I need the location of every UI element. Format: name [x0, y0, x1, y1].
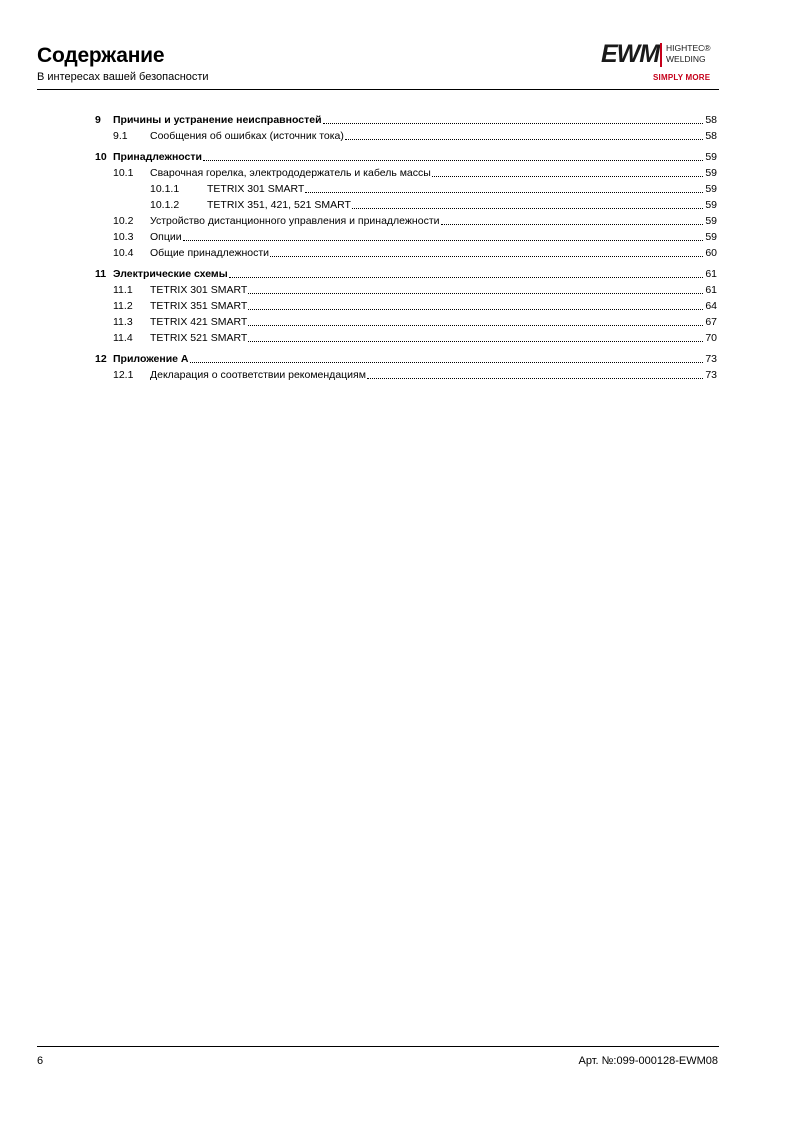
toc-entry-label: Общие принадлежности	[150, 247, 270, 259]
toc-leader-dots	[248, 341, 703, 342]
toc-leader-dots	[305, 192, 703, 193]
toc-leader-dots	[248, 309, 703, 310]
toc-entry[interactable]	[113, 368, 717, 382]
footer-divider	[37, 1046, 719, 1047]
toc-entry-page: 61	[705, 268, 717, 280]
toc-entry-page: 59	[705, 199, 717, 211]
toc-entry-page: 58	[705, 130, 717, 142]
logo-divider	[660, 43, 662, 67]
toc-leader-dots	[345, 139, 703, 140]
toc-entry-label: Устройство дистанционного управления и принадлежности	[150, 215, 440, 227]
footer-article-number: Арт. №:099-000128-EWM08	[578, 1055, 718, 1067]
toc-entry-label: Сварочная горелка, электрододержатель и кабель массы	[150, 167, 431, 179]
toc-entry-label: TETRIX 521 SMART	[150, 332, 248, 344]
toc-entry-page: 59	[705, 231, 717, 243]
toc-entry-page: 64	[705, 300, 717, 312]
toc-entry[interactable]	[95, 113, 717, 127]
toc-entry-label: Причины и устранение неисправностей	[113, 114, 322, 126]
toc-entry[interactable]	[113, 283, 717, 297]
toc-entry[interactable]	[150, 182, 717, 196]
toc-entry-page: 58	[705, 114, 717, 126]
toc-leader-dots	[352, 208, 703, 209]
logo-line1: HIGHTEC®	[666, 43, 711, 53]
toc-leader-dots	[183, 240, 704, 241]
toc-entry[interactable]	[113, 214, 717, 228]
logo-line2: WELDING	[666, 54, 706, 64]
toc-entry-page: 67	[705, 316, 717, 328]
toc-entry-number: 12	[95, 353, 107, 365]
toc-entry-number: 10.3	[113, 231, 134, 243]
toc-entry[interactable]	[95, 267, 717, 281]
toc-entry-number: 11	[95, 268, 107, 280]
toc-entry-number: 11.3	[113, 316, 133, 328]
toc-entry-label: Декларация о соответствии рекомендациям	[150, 369, 366, 381]
toc-entry-label: Опции	[150, 231, 182, 243]
toc-leader-dots	[203, 160, 703, 161]
page-title: Содержание	[37, 44, 165, 67]
toc-entry-number: 11.1	[113, 284, 133, 296]
toc-leader-dots	[432, 176, 703, 177]
toc-entry-label: TETRIX 301 SMART	[150, 284, 248, 296]
toc-leader-dots	[367, 378, 703, 379]
toc-entry-label: Приложение A	[113, 353, 189, 365]
toc-entry[interactable]	[113, 299, 717, 313]
toc-entry-number: 10.1	[113, 167, 134, 179]
toc-entry-number: 10.1.1	[150, 183, 180, 195]
logo-brand: EWM	[601, 40, 660, 68]
toc-entry[interactable]	[113, 129, 717, 143]
toc-leader-dots	[190, 362, 704, 363]
toc-entry[interactable]	[113, 246, 717, 260]
toc-entry-page: 61	[705, 284, 717, 296]
toc-leader-dots	[323, 123, 704, 124]
toc-entry-number: 11.4	[113, 332, 133, 344]
ewm-logo	[600, 40, 720, 86]
toc-entry-label: TETRIX 351, 421, 521 SMART	[207, 199, 351, 211]
toc-entry[interactable]	[95, 352, 717, 366]
logo-slogan: SIMPLY MORE	[653, 73, 711, 82]
header-divider	[37, 89, 719, 90]
toc-entry-number: 10.1.2	[150, 199, 180, 211]
toc-entry[interactable]	[113, 315, 717, 329]
toc-entry-page: 73	[705, 369, 717, 381]
toc-entry[interactable]	[113, 166, 717, 180]
toc-entry-page: 73	[705, 353, 717, 365]
toc-entry-label: TETRIX 301 SMART	[207, 183, 305, 195]
toc-leader-dots	[441, 224, 704, 225]
toc-entry[interactable]	[95, 150, 717, 164]
toc-entry-page: 59	[705, 183, 717, 195]
toc-leader-dots	[229, 277, 704, 278]
toc-entry-number: 11.2	[113, 300, 133, 312]
toc-entry[interactable]	[113, 230, 717, 244]
toc-entry-label: TETRIX 351 SMART	[150, 300, 248, 312]
toc-entry[interactable]	[150, 198, 717, 212]
toc-entry-label: Принадлежности	[113, 151, 202, 163]
toc-entry-label: Сообщения об ошибках (источник тока)	[150, 130, 344, 142]
toc-entry-page: 59	[705, 151, 717, 163]
toc-leader-dots	[248, 325, 703, 326]
toc-entry-number: 12.1	[113, 369, 134, 381]
toc-leader-dots	[270, 256, 703, 257]
toc-entry-number: 9.1	[113, 130, 128, 142]
toc-entry-page: 59	[705, 215, 717, 227]
toc-entry-page: 60	[705, 247, 717, 259]
toc-entry-label: TETRIX 421 SMART	[150, 316, 248, 328]
toc-entry-number: 10.2	[113, 215, 134, 227]
toc-entry-label: Электрические схемы	[113, 268, 228, 280]
toc-entry-page: 59	[705, 167, 717, 179]
page-subtitle: В интересах вашей безопасности	[37, 71, 209, 83]
toc-leader-dots	[248, 293, 703, 294]
footer-page-number: 6	[37, 1055, 44, 1067]
toc-entry[interactable]	[113, 331, 717, 345]
toc-entry-number: 10	[95, 151, 107, 163]
toc-entry-number: 9	[95, 114, 101, 126]
toc-entry-page: 70	[705, 332, 717, 344]
toc-entry-number: 10.4	[113, 247, 134, 259]
